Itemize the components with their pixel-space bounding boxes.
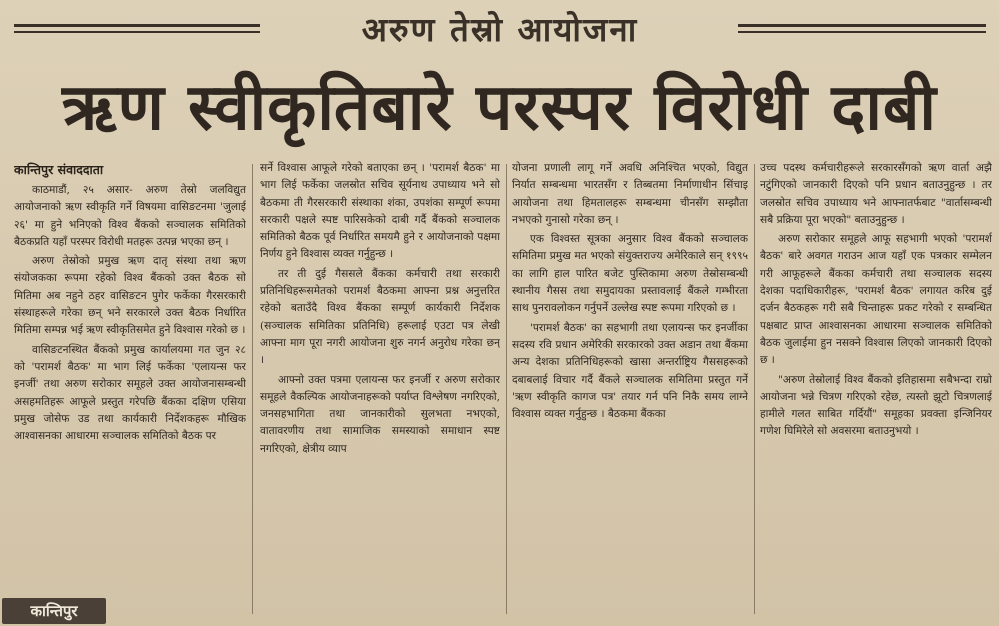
paragraph: अरुण तेस्रोको प्रमुख ऋण दातृ संस्था तथा ऋण संयोजकका रूपमा रहेको विश्व बैंकको उक्त बैठक सो मितिमा अब नहुने ठहर वासिङटन पुगेर फर्केका गैरसरकारी संस्थाहरूले गरेका छन् भने सरकारले उक्त बैठक निर्धारित मितिमा सम्पन्न भई ऋण स्वीकृतिसमेत हुने विश्वास गरेको छ ।: [14, 255, 246, 337]
article-column-2: [260, 160, 500, 616]
paragraph: 'परामर्श बैठक' का सहभागी तथा एलायन्स फर इनर्जीका सदस्य रवि प्रधान अमेरिकी सरकारको उक्त अडान तथा बैंकमा अन्य देशका प्रतिनिधिहरूको खासा अन्तर्राष्ट्रिय गैससहरूको दबाबलाई विचार गर्दै बैंकले सञ्चालक समितिमा प्रस्तुत गर्ने 'ऋण स्वीकृति कागज पत्र' तयार गर्न पनि निकै समय लाग्ने विश्वास व्यक्त गर्नुहुन्छ । बैठकमा बैंकका: [512, 321, 748, 421]
kicker-row: [10, 6, 989, 50]
headline: ऋण स्वीकृतिबारे परस्पर विरोधी दाबी: [61, 71, 938, 145]
paragraph: काठमाडौं, २५ असार- अरुण तेस्रो जलविद्युत आयोजनाको ऋण स्वीकृति गर्ने विषयमा वासिङटनमा 'जुलाई २६' मा हुने भनिएको विश्व बैंकको सञ्चालक समितिको बैठकप्रति यहाँ परस्पर विरोधी मतहरू उत्पन्न भएका छन् ।: [14, 184, 246, 248]
paragraph: वासिङटनस्थित बैंकको प्रमुख कार्यालयमा गत जुन २८ को 'परामर्श बैठक' मा भाग लिई फर्केका 'एलायन्स फर इनर्जी' तथा अरुण सरोकार समूहले उक्त आयोजनासम्बन्धी असहमतिहरू आफूले प्रस्तुत गरेपछि बैंकका दक्षिण एसिया प्रमुख जोसेफ उड तथा कार्यकारी निर्देशकहरू मौखिक आश्वासनका आधारमा सञ्चालक समितिको बैठक पर: [14, 343, 246, 443]
kicker-rule-left-thin: [14, 31, 260, 33]
paragraph: आफ्नो उक्त पत्रमा एलायन्स फर इनर्जी र अरुण सरोकार समूहले वैकल्पिक आयोजनाहरूको पर्याप्त विश्लेषण नगरिएको, जनसहभागिता तथा जानकारीको सुलभता नभएको, वातावरणीय तथा सामाजिक समस्याको समाधान स्पष्ट नगरिएको, क्षेत्रीय व्याप: [260, 373, 500, 455]
byline: कान्तिपुर संवाददाता: [14, 162, 104, 177]
paragraph: अरुण सरोकार समूहले आफू सहभागी भएको 'परामर्श बैठक' बारे अवगत गराउन आज यहाँ एक पत्रकार सम्मेलन गरी आफूहरूले बैंकका कर्मचारी तथा सञ्चालक सदस्य देशका पदाधिकारीहरू, 'परामर्श बैठक' लगायत करिब दुई दर्जन बैठकहरू गरी सबै चिन्ताहरू प्रकट गरेको र सम्बन्धित पक्षबाट प्राप्त आश्वासनका आधारमा सञ्चालक समितिको बैठक जुलाईमा हुन नसक्ने विश्वास लिएको जानकारी दिएको छ ।: [760, 233, 992, 367]
article-body: [8, 160, 993, 616]
paragraph: सर्ने विश्वास आफूले गरेको बताएका छन् । 'परामर्श बैठक' मा भाग लिई फर्केका जलस्रोत सचिव सूर्यनाथ उपाध्याय भने सो बैठकमा ती गैरसरकारी संस्थाका शंका, उपशंका सम्पूर्ण रूपमा सरकारी पक्षले स्पष्ट पारिसकेको दाबी गर्दै बैंकको सञ्चालक समितिको बैठक पूर्व निर्धारित समयमै हुने र आयोजनाको पक्षमा निर्णय हुने विश्वास व्यक्त गर्नुहुन्छ ।: [260, 162, 500, 261]
paragraph: तर ती दुई गैससले बैंकका कर्मचारी तथा सरकारी प्रतिनिधिहरूसमेतको परामर्श बैठकमा आफ्ना प्रश्न अनुत्तरित रहेको बताउँदै विश्व बैंकका सम्पूर्ण कार्यकारी निर्देशक (सञ्चालक समितिका प्रतिनिधि) हरूलाई एउटा पत्र लेखी आफ्ना माग पूरा नगरी आयोजना शुरु नगर्न अनुरोध गरेका छन् ।: [260, 267, 500, 367]
kicker-rule-right: [738, 24, 986, 27]
kicker-rule-right-thin: [738, 31, 986, 33]
kantipur-logo: कान्तिपुर: [2, 598, 106, 624]
paragraph: योजना प्रणाली लागू गर्ने अवधि अनिश्चित भएको, विद्युत निर्यात सम्बन्धमा भारतसँग र तिब्बतमा निर्माणाधीन सिंचाइ आयोजना तथा हिमतालहरू सम्बन्धमा चीनसँग सम्झौता नभएको गुनासो गरेका छन् ।: [512, 162, 748, 226]
column-divider: [754, 164, 755, 614]
kicker-rule-left: [14, 24, 260, 27]
paragraph: उच्च पदस्थ कर्मचारीहरूले सरकारसँगको ऋण वार्ता अझै नटुंगिएको जानकारी दिएको पनि प्रधान बताउनुहुन्छ । तर जलस्रोत सचिव उपाध्याय भने आफ्नातर्फबाट "वार्तासम्बन्धी सबै प्रक्रिया पूरा भएको" बताउनुहुन्छ ।: [760, 162, 992, 226]
column-divider: [252, 164, 253, 614]
article-column-3: [512, 160, 748, 616]
article-column-1: [14, 160, 246, 616]
column-divider: [506, 164, 507, 614]
article-column-4: [760, 160, 992, 616]
paragraph: एक विश्वस्त सूत्रका अनुसार विश्व बैंकको सञ्चालक समितिमा प्रमुख मत भएको संयुक्तराज्य अमेरिकाले सन् १९९५ का लागि हाल पारित बजेट पुस्तिकामा अरुण तेस्रोसम्बन्धी स्थानीय गैसस तथा समुदायका प्रस्तावलाई बैंकले गम्भीरता साथ पुनरावलोकन गर्नुपर्ने उल्लेख स्पष्ट रूपमा गरिएको छ ।: [512, 233, 748, 315]
paragraph: "अरुण तेस्रोलाई विश्व बैंकको इतिहासमा सबैभन्दा राम्रो आयोजना भन्ने चित्रण गरिएको रहेछ, त्यस्तो झूटो चित्रणलाई हामीले गलत साबित गर्दियौं" समूहका प्रवक्ता इन्जिनियर गणेश घिमिरेले सो अवसरमा बताउनुभयो ।: [760, 373, 992, 438]
kicker-title: अरुण तेस्रो आयोजना: [361, 10, 639, 49]
